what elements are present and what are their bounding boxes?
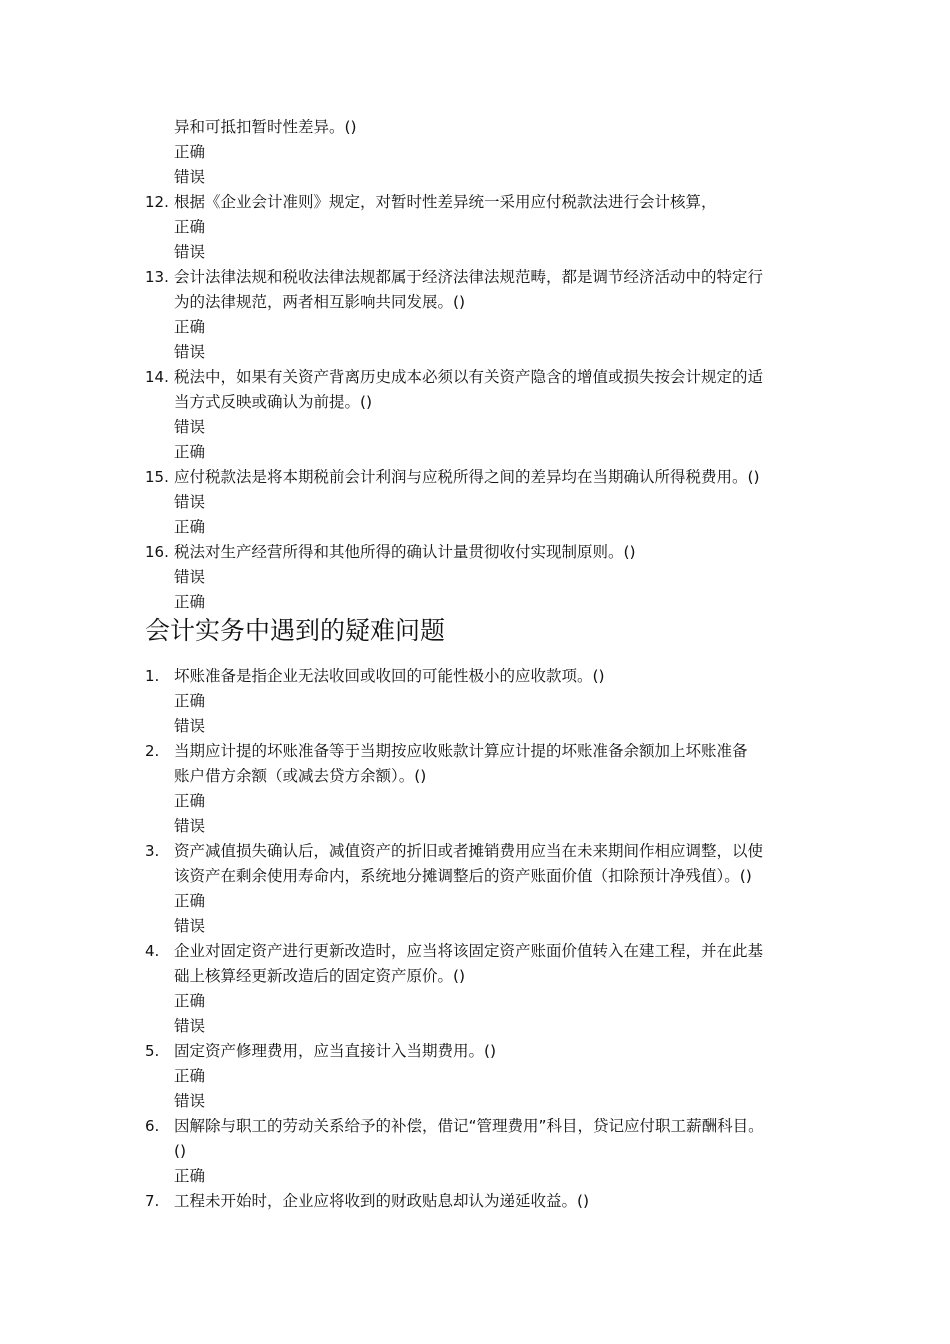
- question-number: 14.: [145, 368, 169, 386]
- question-text-line: 会计法律法规和税收法律法规都属于经济法律法规范畴，都是调节经济活动中的特定行: [174, 268, 764, 286]
- question-text-line: 础上核算经更新改造后的固定资产原价。(): [174, 967, 466, 985]
- answer-option: 错误: [174, 1092, 206, 1110]
- question-number: 6.: [145, 1117, 160, 1135]
- question-text-line: 当期应计提的坏账准备等于当期按应收账款计算应计提的坏账准备余额加上坏账准备: [174, 742, 748, 760]
- question-text-line: 资产减值损失确认后，减值资产的折旧或者摊销费用应当在未来期间作相应调整，以使: [174, 842, 764, 860]
- answer-option: 正确: [174, 318, 206, 336]
- answer-option: 错误: [174, 343, 206, 361]
- question-text-line: (): [174, 1142, 187, 1160]
- answer-option: 正确: [174, 1067, 206, 1085]
- answer-option: 错误: [174, 493, 206, 511]
- question-text-line: 为的法律规范，两者相互影响共同发展。(): [174, 293, 466, 311]
- answer-option: 错误: [174, 568, 206, 586]
- question-text-line: 坏账准备是指企业无法收回或收回的可能性极小的应收款项。(): [174, 667, 605, 685]
- question-text-line: 固定资产修理费用，应当直接计入当期费用。(): [174, 1042, 497, 1060]
- answer-option: 正确: [174, 143, 206, 161]
- answer-option: 错误: [174, 418, 206, 436]
- question-text-line: 根据《企业会计准则》规定，对暂时性差异统一采用应付税款法进行会计核算，: [174, 193, 717, 211]
- question-text-line: 企业对固定资产进行更新改造时，应当将该固定资产账面价值转入在建工程，并在此基: [174, 942, 764, 960]
- question-number: 16.: [145, 543, 169, 561]
- section-heading: 会计实务中遇到的疑难问题: [145, 616, 446, 645]
- question-text-line: 账户借方余额（或减去贷方余额）。(): [174, 767, 427, 785]
- answer-option: 正确: [174, 1167, 206, 1185]
- answer-option: 错误: [174, 168, 206, 186]
- answer-option: 正确: [174, 792, 206, 810]
- question-text-line: 应付税款法是将本期税前会计利润与应税所得之间的差异均在当期确认所得税费用。(): [174, 468, 760, 486]
- question-text-line: 税法对生产经营所得和其他所得的确认计量贯彻收付实现制原则。(): [174, 543, 636, 561]
- question-text-line: 异和可抵扣暂时性差异。(): [174, 118, 357, 136]
- question-number: 4.: [145, 942, 160, 960]
- answer-option: 错误: [174, 917, 206, 935]
- answer-option: 错误: [174, 243, 206, 261]
- question-number: 2.: [145, 742, 160, 760]
- answer-option: 正确: [174, 218, 206, 236]
- answer-option: 正确: [174, 992, 206, 1010]
- answer-option: 正确: [174, 443, 206, 461]
- question-text-line: 当方式反映或确认为前提。(): [174, 393, 373, 411]
- question-number: 12.: [145, 193, 169, 211]
- question-number: 1.: [145, 667, 160, 685]
- question-text-line: 税法中，如果有关资产背离历史成本必须以有关资产隐含的增值或损失按会计规定的适: [174, 368, 764, 386]
- question-number: 5.: [145, 1042, 160, 1060]
- answer-option: 正确: [174, 692, 206, 710]
- question-text-line: 该资产在剩余使用寿命内，系统地分摊调整后的资产账面价值（扣除预计净残值）。(): [174, 867, 752, 885]
- answer-option: 错误: [174, 817, 206, 835]
- question-text-line: 工程未开始时，企业应将收到的财政贴息却认为递延收益。(): [174, 1192, 590, 1210]
- answer-option: 错误: [174, 1017, 206, 1035]
- question-text-line: 因解除与职工的劳动关系给予的补偿，借记“管理费用”科目，贷记应付职工薪酬科目。: [174, 1117, 764, 1135]
- answer-option: 正确: [174, 518, 206, 536]
- answer-option: 错误: [174, 717, 206, 735]
- answer-option: 正确: [174, 593, 206, 611]
- question-number: 15.: [145, 468, 169, 486]
- question-number: 7.: [145, 1192, 160, 1210]
- question-number: 13.: [145, 268, 169, 286]
- question-number: 3.: [145, 842, 160, 860]
- answer-option: 正确: [174, 892, 206, 910]
